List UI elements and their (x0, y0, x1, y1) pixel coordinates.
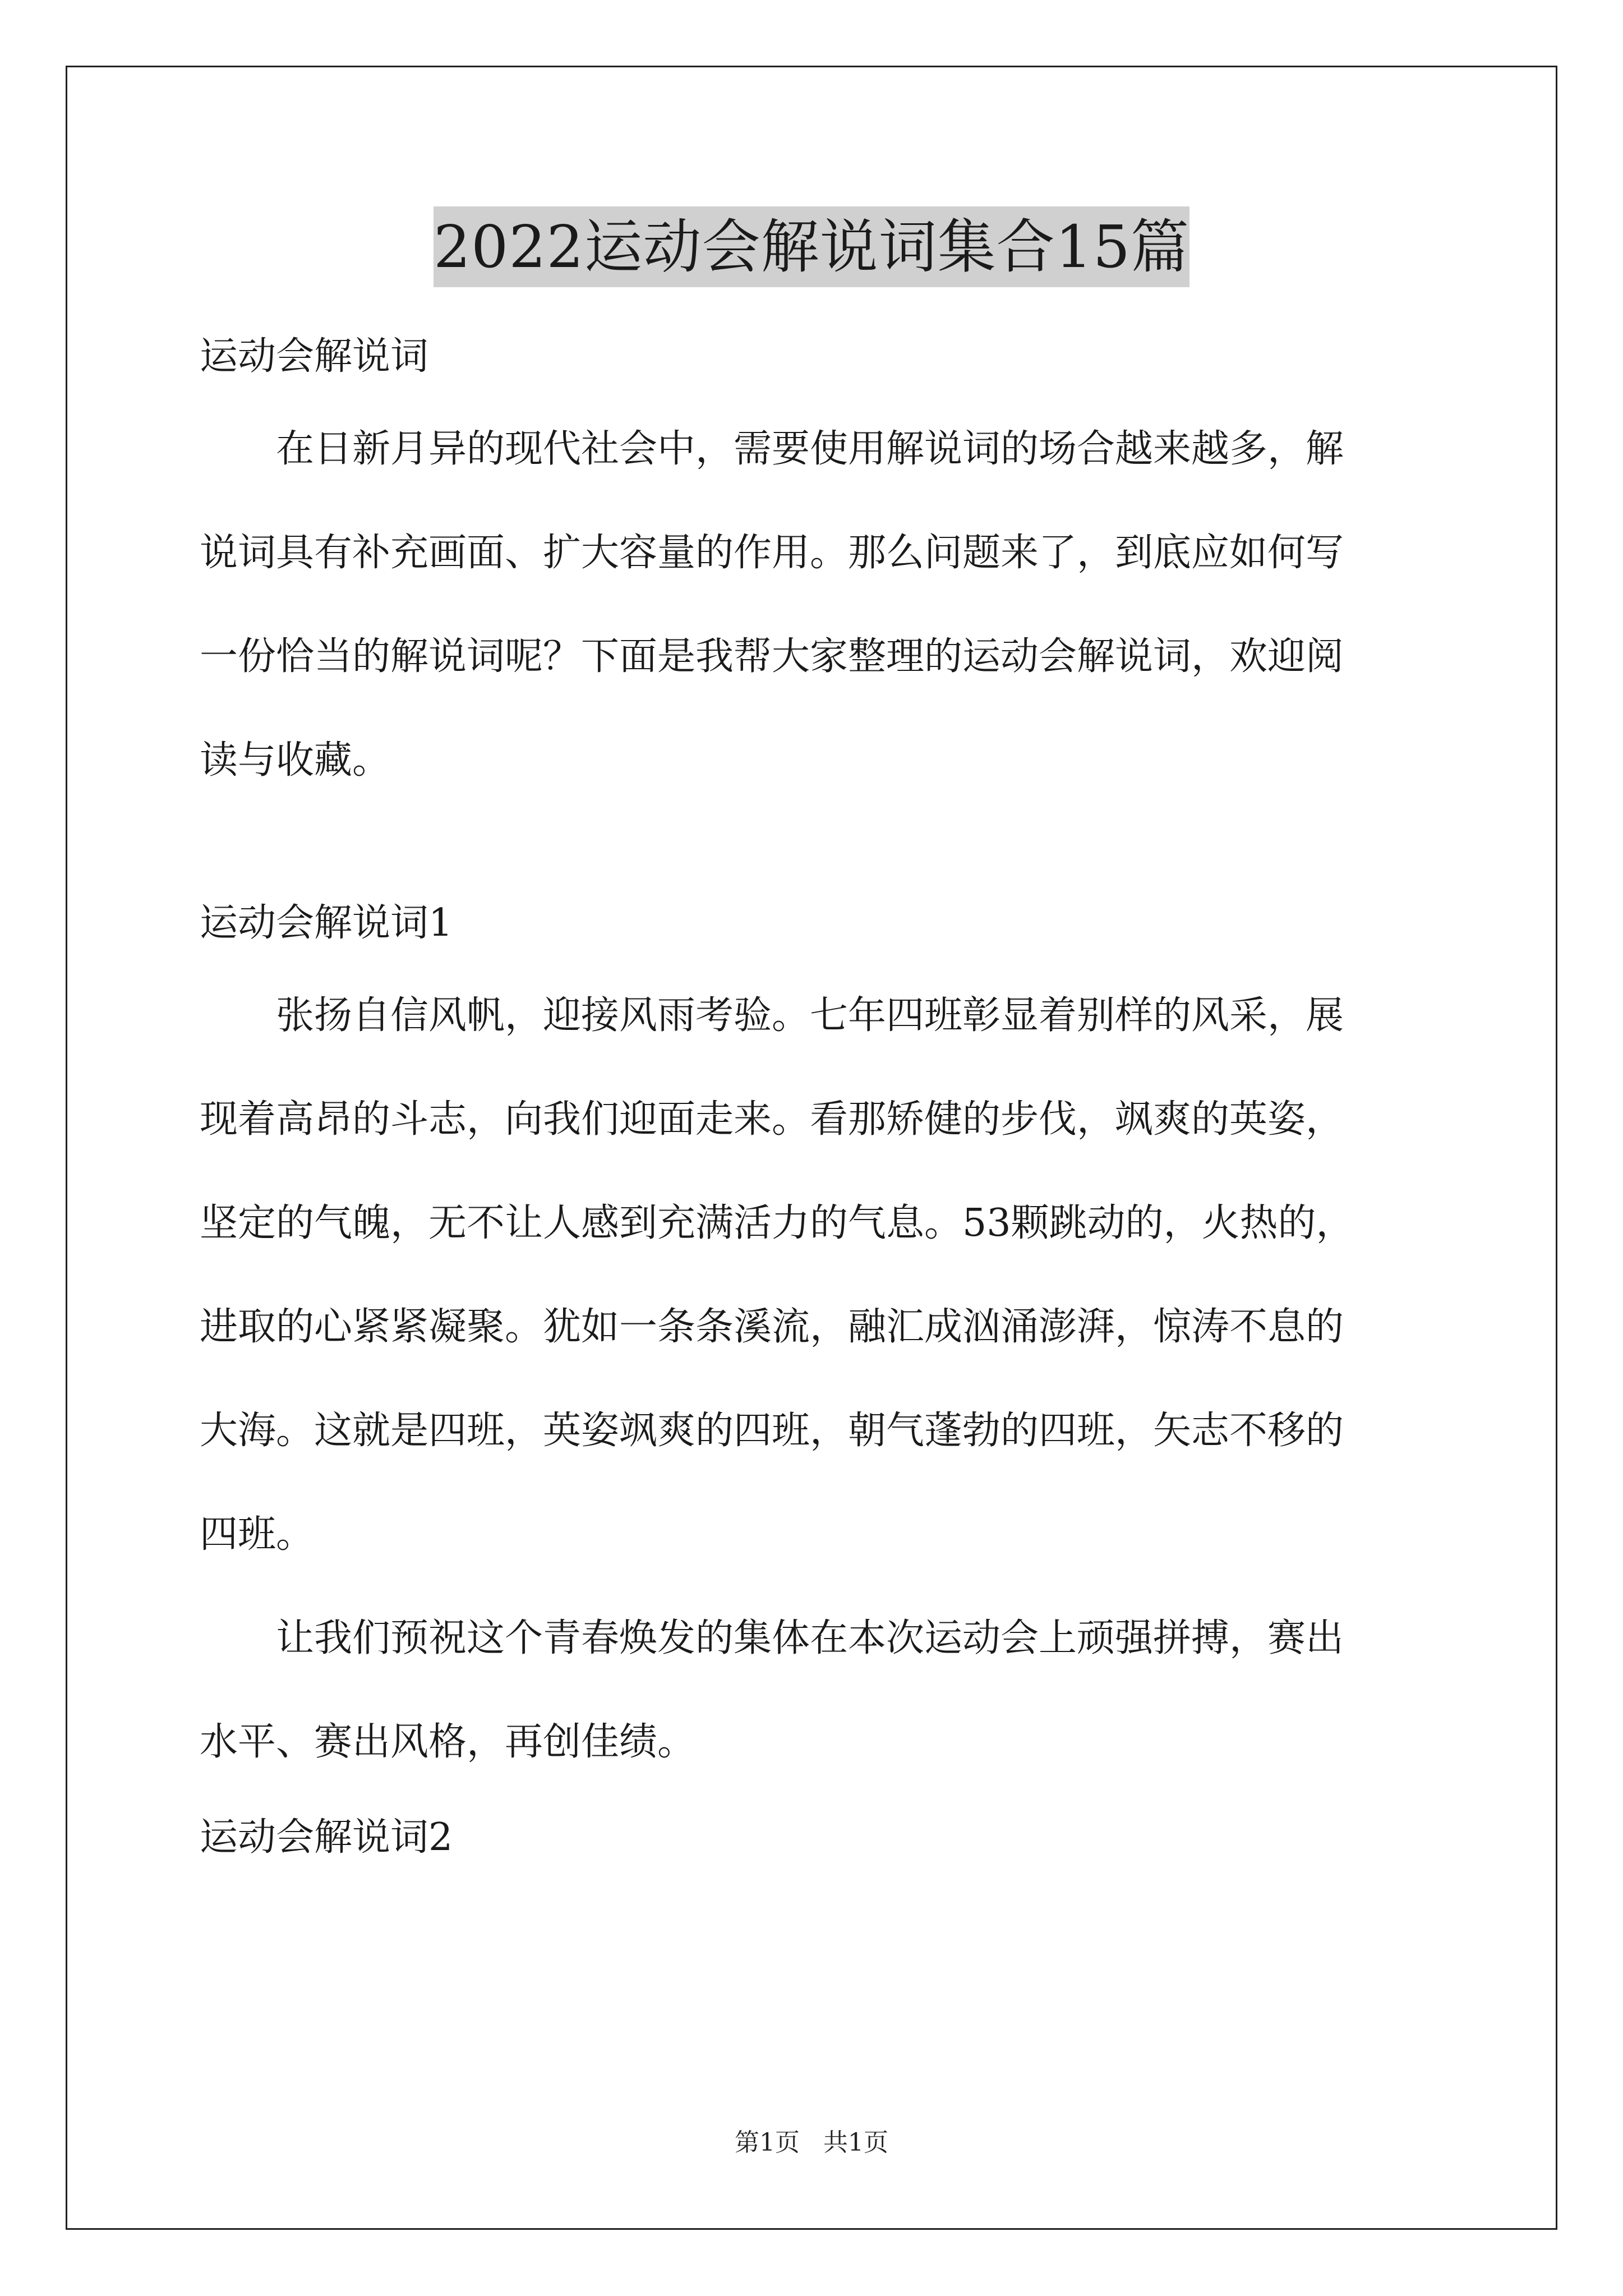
title-container (0, 206, 1623, 287)
page-number: 第1页 (735, 2128, 800, 2157)
paragraph-line: 读与收藏。 (200, 738, 391, 783)
section-heading: 运动会解说词2 (200, 1815, 453, 1860)
paragraph-line: 进取的心紧紧凝聚。犹如一条条溪流，融汇成汹涌澎湃，惊涛不息的 (200, 1305, 1344, 1349)
paragraph-line: 在日新月异的现代社会中，需要使用解说词的场合越来越多，解 (276, 427, 1344, 471)
paragraph-line: 现着高昂的斗志，向我们迎面走来。看那矫健的步伐，飒爽的英姿， (200, 1097, 1344, 1142)
page-footer (0, 2126, 1623, 2160)
paragraph-line: 四班。 (200, 1512, 315, 1557)
document-body (200, 307, 1422, 1865)
section-heading: 运动会解说词1 (200, 901, 453, 945)
paragraph-line: 水平、赛出风格，再创佳绩。 (200, 1720, 696, 1764)
page-total: 共1页 (823, 2128, 888, 2157)
paragraph-line: 张扬自信风帆，迎接风雨考验。七年四班彰显着别样的风采，展 (276, 993, 1344, 1038)
paragraph-line: 说词具有补充画面、扩大容量的作用。那么问题来了，到底应如何写 (200, 531, 1344, 575)
paragraph (200, 397, 1422, 812)
section-heading: 运动会解说词 (200, 334, 429, 379)
document-title: 2022运动会解说词集合15篇 (434, 206, 1189, 287)
paragraph-line: 坚定的气魄，无不让人感到充满活力的气息。53颗跳动的，火热的， (200, 1201, 1354, 1245)
paragraph (200, 964, 1422, 1586)
paragraph-line: 让我们预祝这个青春焕发的集体在本次运动会上顽强拼搏，赛出 (276, 1616, 1344, 1660)
paragraph-line: 大海。这就是四班，英姿飒爽的四班，朝气蓬勃的四班，矢志不移的 (200, 1409, 1344, 1453)
paragraph-line: 一份恰当的解说词呢？下面是我帮大家整理的运动会解说词，欢迎阅 (200, 634, 1344, 679)
paragraph (200, 1586, 1422, 1794)
